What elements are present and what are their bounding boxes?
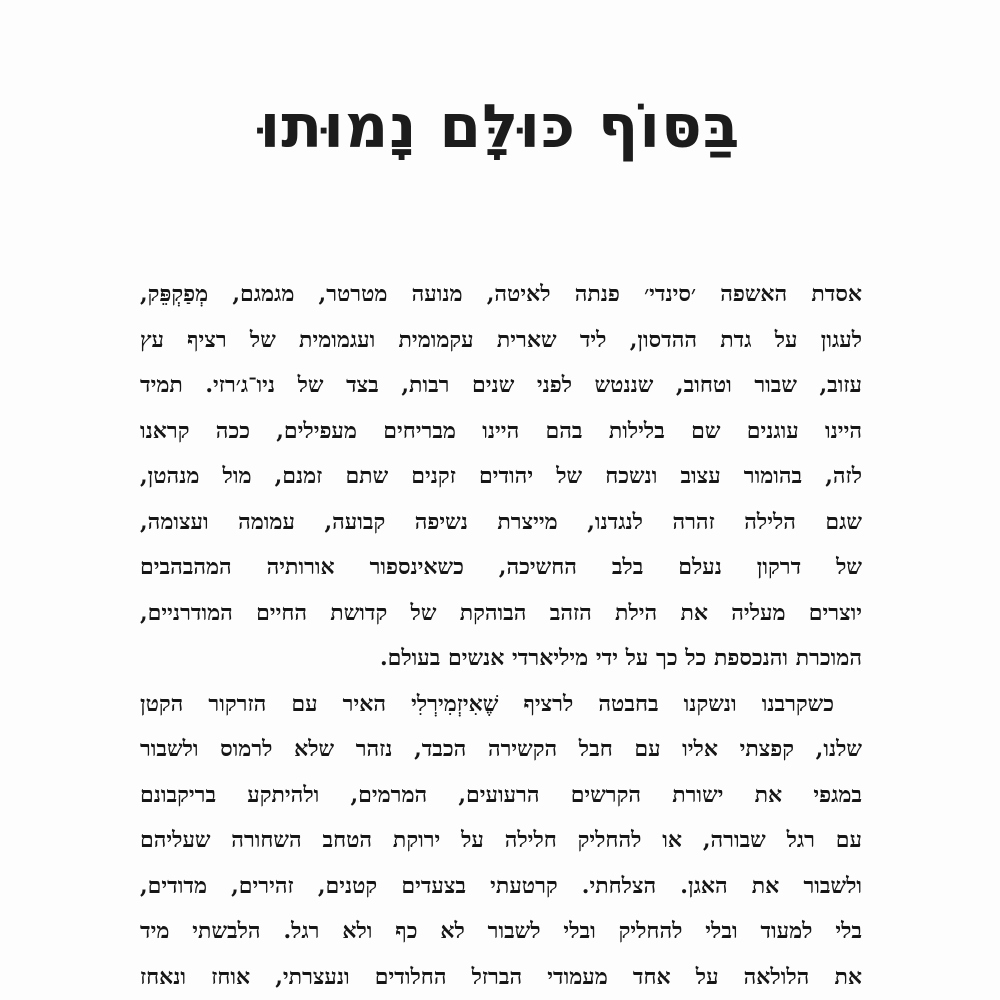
text-line: לעגון על גדת ההדסון, ליד שארית עקמומית ועגמומית של רציף עץ — [140, 326, 862, 353]
text-line: כשקרבנו ונשקנו בחבטה לרציף שֶׁאִיזְמִירְלִי האיר עם הזרקור הקטן — [140, 690, 834, 717]
text-line: עם רגל שבורה, או להחליק חלילה על ירוקת הטחב השחורה שעליהם — [140, 827, 862, 853]
text-line: שגם הלילה זהרה לנגדנו, מייצרת נשיפה קבועה, עמומה ועצומה, — [140, 508, 862, 535]
text-line: לזה, בהומור עצוב ונשכח של יהודים זקנים שתם זמנם, מול מנהטן, — [140, 463, 862, 489]
text-line: יוצרים מעליה את הילת הזהב הבוהקת של קדושת החיים המודרניים, — [140, 599, 862, 626]
text-line: ולשבור את האגן. הצלחתי. קרטעתי בצעדים קטנים, זהירים, מדודים, — [140, 872, 862, 899]
text-line: שלנו, קפצתי אליו עם חבל הקשירה הכבד, נזהר שלא לרמוס ולשבור — [140, 736, 862, 762]
chapter-title: בַּסּוֹף כּוּלָּם נָמוּתוּ — [259, 92, 741, 162]
text-line: את הלולאה על אחד מעמודי הברזל החלודים ונעצרתי, אוחז ונאחז — [140, 963, 862, 990]
body-text — [140, 272, 862, 1000]
text-line: בלי למעוד ובלי להחליק ובלי לשבור לא כף ולא רגל. הלבשתי מיד — [140, 918, 862, 944]
text-line: עזוב, שבור וטחוב, שננטש לפני שנים רבות, בצד של ניו־ג׳רזי. תמיד — [140, 372, 862, 398]
text-line: במגפי את ישורת הקרשים הרעועים, המרמים, ולהיתקע בריקבונם — [140, 781, 862, 808]
text-line: המוכרת והנכספת כל כך על ידי מיליארדי אנשים בעולם. — [380, 645, 862, 671]
text-line: היינו עוגנים שם בלילות בהם היינו מבריחים מעפילים, ככה קראנו — [140, 417, 862, 444]
text-line: של דרקון נעלם בלב החשיכה, כשאינספור אורותיה המהבהבים — [140, 554, 862, 580]
text-line: אסדת האשפה ׳סינדי׳ פנתה לאיטה, מנועה מטרטר, מגמגם, מְפַקְפֵּק, — [140, 281, 862, 307]
paragraph — [140, 682, 862, 1000]
paragraph — [140, 272, 862, 682]
